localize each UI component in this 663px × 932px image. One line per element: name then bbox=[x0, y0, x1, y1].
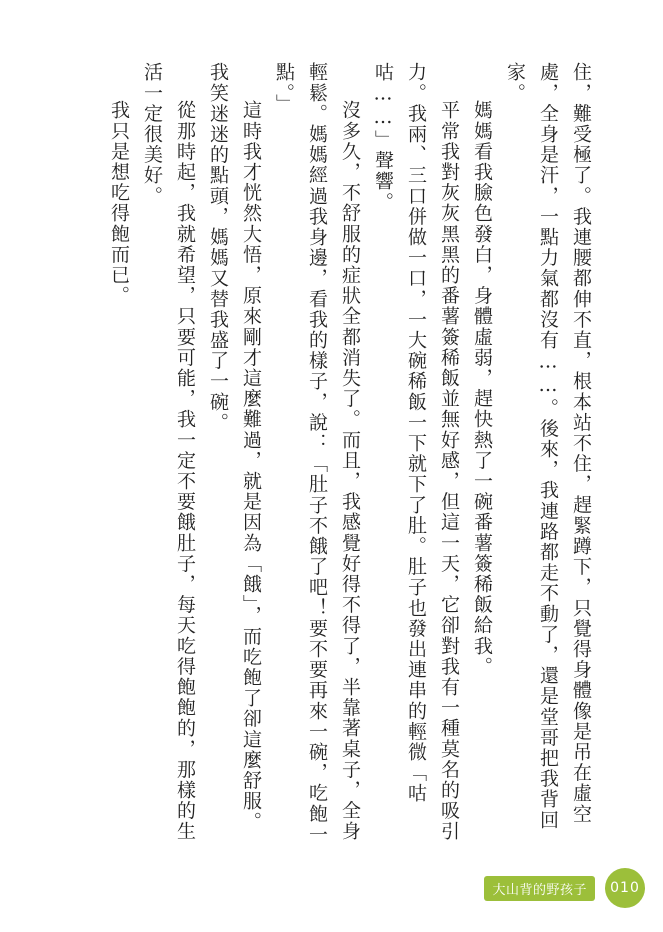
text-line: 這時我才恍然大悟，原來剛才這麼難過，就是因為「餓」，而吃飽了卻這麼舒服。 bbox=[240, 100, 262, 833]
text-line: 住，難受極了。我連腰都伸不直，根本站不住，趕緊蹲下，只覺得身體像是吊在虛空 bbox=[570, 62, 592, 825]
text-line: 咕……」聲響。 bbox=[372, 62, 394, 213]
text-line: 活一定很美好。 bbox=[141, 62, 163, 207]
page-number-badge: 010 bbox=[605, 868, 645, 908]
text-line: 輕鬆。媽媽經過我身邊，看我的樣子，說：「肚子不餓了吧！要不要再來一碗，吃飽一 bbox=[306, 62, 328, 845]
text-line: 從那時起，我就希望，只要可能，我一定不要餓肚子，每天吃得飽飽的，那樣的生 bbox=[174, 100, 196, 842]
text-line: 媽媽看我臉色發白，身體虛弱，趕快熱了一碗番薯簽稀飯給我。 bbox=[471, 100, 493, 677]
book-title-label: 大山背的野孩子 bbox=[484, 876, 595, 901]
text-line: 力。我兩、三口併做一口，一大碗稀飯一下就下了肚。肚子也發出連串的輕微「咕 bbox=[405, 62, 427, 804]
vertical-text-body bbox=[102, 62, 597, 852]
text-line: 平常我對灰灰黑黑的番薯簽稀飯並無好感，但這一天，它卻對我有一種莫名的吸引 bbox=[438, 100, 460, 842]
text-line: 我只是想吃得飽而已。 bbox=[108, 100, 130, 306]
text-line: 我笑迷迷的點頭，媽媽又替我盛了一碗。 bbox=[207, 62, 229, 433]
page-footer bbox=[484, 868, 645, 908]
text-line: 沒多久，不舒服的症狀全都消失了。而且，我感覺好得不得了，半靠著桌子，全身 bbox=[339, 100, 361, 842]
text-line: 家。 bbox=[504, 62, 526, 104]
text-line: 處，全身是汗，一點力氣都沒有……。後來，我連路都走不動了，還是堂哥把我背回 bbox=[537, 62, 559, 831]
text-line: 點。」 bbox=[273, 62, 295, 115]
